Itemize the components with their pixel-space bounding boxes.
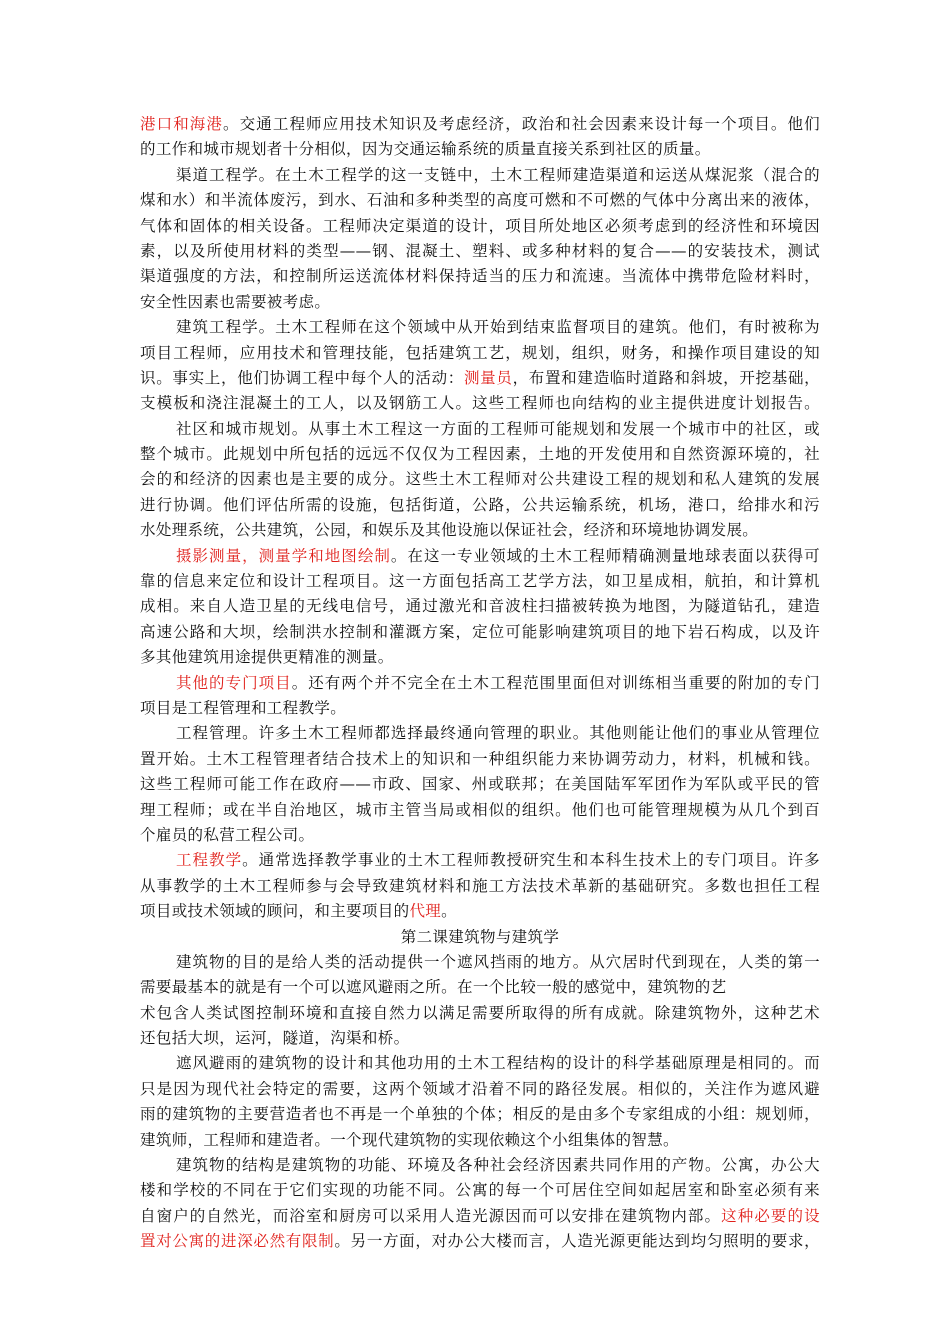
text-line bbox=[140, 188, 820, 213]
text-line bbox=[140, 1204, 820, 1229]
text-span: 素，以及所使用材料的类型——钢、混凝土、塑料、或多种材料的复合——的安装技术，测试 bbox=[140, 241, 820, 260]
text-span: 。另一方面，对办公大楼而言，人造光源更能达到均匀照明的要求， bbox=[334, 1232, 820, 1251]
text-line bbox=[140, 721, 820, 746]
text-line bbox=[140, 239, 820, 264]
text-span: 。通常选择教学事业的土木工程师教授研究生和本科生技术上的专门项目。许多 bbox=[242, 851, 820, 870]
text-line bbox=[140, 264, 820, 289]
text-line bbox=[140, 391, 820, 416]
text-span: 置开始。土木工程管理者结合技术上的知识和一种组织能力来协调劳动力，材料，机械和钱。 bbox=[140, 749, 820, 768]
text-line bbox=[140, 137, 820, 162]
text-line bbox=[140, 518, 820, 543]
text-line bbox=[140, 163, 820, 188]
highlighted-text: 这种必要的设 bbox=[721, 1206, 820, 1225]
text-line bbox=[140, 772, 820, 797]
text-span: 安全性因素也需要被考虑。 bbox=[140, 292, 331, 311]
text-span: 只是因为现代社会特定的需要，这两个领域才沿着不同的路径发展。相似的，关注作为遮风避 bbox=[140, 1079, 820, 1098]
text-line bbox=[140, 1128, 820, 1153]
text-span: 识。事实上，他们协调工程中每个人的活动： bbox=[140, 368, 464, 387]
text-span: 社区和城市规划。从事土木工程这一方面的工程师可能规划和发展一个城市中的社区，或 bbox=[176, 419, 820, 438]
text-line bbox=[140, 366, 820, 391]
text-line bbox=[140, 950, 820, 975]
text-line bbox=[140, 671, 820, 696]
highlighted-text: 工程教学 bbox=[176, 851, 243, 870]
text-span: 建筑工程学。土木工程师在这个领域中从开始到结束监督项目的建筑。他们，有时被称为 bbox=[176, 318, 820, 337]
text-span: 渠道工程学。在土木工程学的这一支链中，土木工程师建造渠道和运送从煤泥浆（混合的 bbox=[176, 165, 820, 184]
text-line bbox=[140, 594, 820, 619]
text-line bbox=[140, 620, 820, 645]
text-line bbox=[140, 823, 820, 848]
text-line bbox=[140, 848, 820, 873]
text-span: 雨的建筑物的主要营造者也不再是一个单独的个体；相反的是由多个专家组成的小组：规划师， bbox=[140, 1105, 820, 1124]
text-span: 需要最基本的就是有一个可以遮风避雨之所。在一个比较一般的感觉中，建筑物的艺 bbox=[140, 978, 727, 997]
text-line bbox=[140, 696, 820, 721]
highlighted-text: 测量员 bbox=[463, 368, 513, 387]
text-line bbox=[140, 1153, 820, 1178]
text-span: 项目是工程管理和工程教学。 bbox=[140, 698, 347, 717]
text-line bbox=[140, 1178, 820, 1203]
text-span: 工程管理。许多土木工程师都选择最终通向管理的职业。其他则能让他们的事业从管理位 bbox=[176, 724, 820, 743]
text-line bbox=[140, 1229, 820, 1254]
text-line bbox=[140, 645, 820, 670]
text-span: 支模板和浇注混凝土的工人，以及钢筋工人。这些工程师也向结构的业主提供进度计划报告。 bbox=[140, 394, 820, 413]
text-span: 。在这一专业领域的土木工程师精确测量地球表面以获得可 bbox=[390, 546, 820, 565]
text-span: 气体和固体的相关设备。工程师决定渠道的设计，项目所处地区必须考虑到的经济性和环境因 bbox=[140, 216, 820, 235]
text-span: 建筑师，工程师和建造者。一个现代建筑物的实现依赖这个小组集体的智慧。 bbox=[140, 1130, 679, 1149]
text-span: 。 bbox=[441, 902, 458, 921]
document-page bbox=[140, 112, 820, 1255]
text-line bbox=[140, 315, 820, 340]
text-span: 自窗户的自然光，而浴室和厨房可以采用人造光源因而可以安排在建筑物内部。 bbox=[140, 1206, 722, 1225]
text-span: 成相。来自人造卫星的无线电信号，通过激光和音波柱扫描被转换为地图，为隧道钻孔，建造 bbox=[140, 597, 820, 616]
text-span: 从事教学的土木工程师参与会导致建筑材料和施工方法技术革新的基础研究。多数也担任工程 bbox=[140, 876, 820, 895]
text-span: 遮风避雨的建筑物的设计和其他功用的土木工程结构的设计的科学基础原理是相同的。而 bbox=[176, 1054, 820, 1073]
text-span: 理工程师；或在半自治地区，城市主管当局或相似的组织。他们也可能管理规模为从几个到百 bbox=[140, 800, 820, 819]
text-line bbox=[140, 112, 820, 137]
text-line bbox=[140, 747, 820, 772]
text-line bbox=[140, 214, 820, 239]
text-span: 建筑物的目的是给人类的活动提供一个遮风挡雨的地方。从穴居时代到现在，人类的第一 bbox=[176, 952, 820, 971]
text-line bbox=[140, 874, 820, 899]
highlighted-text: 代理 bbox=[409, 902, 442, 921]
text-line bbox=[140, 1051, 820, 1076]
text-line bbox=[140, 290, 820, 315]
text-line bbox=[140, 899, 820, 924]
text-span: 。还有两个并不完全在土木工程范围里面但对训练相当重要的附加的专门 bbox=[291, 673, 821, 692]
text-span: 还包括大坝，运河，隧道，沟渠和桥。 bbox=[140, 1029, 410, 1048]
text-line bbox=[140, 975, 820, 1000]
text-line bbox=[140, 493, 820, 518]
highlighted-text: 其他的专门项目 bbox=[176, 673, 292, 692]
text-span: 第二课建筑物与建筑学 bbox=[400, 927, 560, 946]
text-line bbox=[140, 798, 820, 823]
text-span: 楼和学校的不同在于它们实现的功能不同。公寓的每一个可居住空间如起居室和卧室必须有来 bbox=[140, 1181, 820, 1200]
text-span: 会的和经济的因素也是主要的成分。这些土木工程师对公共建设工程的规划和私人建筑的发展 bbox=[140, 470, 820, 489]
text-line bbox=[140, 467, 820, 492]
text-span: 这些工程师可能工作在政府——市政、国家、州或联邦；在美国陆军军团作为军队或平民的管 bbox=[140, 775, 820, 794]
highlighted-text: 港口和海港 bbox=[140, 115, 224, 133]
highlighted-text: 摄影测量，测量学和地图绘制 bbox=[176, 546, 391, 565]
text-span: ，布置和建造临时道路和斜坡，开挖基础， bbox=[512, 368, 820, 387]
text-span: 的工作和城市规划者十分相似，因为交通运输系统的质量直接关系到社区的质量。 bbox=[140, 140, 711, 159]
text-line bbox=[140, 1001, 820, 1026]
text-span: 。交通工程师应用技术知识及考虑经济，政治和社会因素来设计每一个项目。他们 bbox=[223, 115, 820, 133]
text-span: 煤和水）和半流体废污，到水、石油和多种类型的高度可燃和不可燃的气体中分离出来的液体， bbox=[140, 191, 820, 210]
text-span: 靠的信息来定位和设计工程项目。这一方面包括高工艺学方法，如卫星成相，航拍，和计算机 bbox=[140, 572, 820, 591]
text-span: 建筑物的结构是建筑物的功能、环境及各种社会经济因素共同作用的产物。公寓，办公大 bbox=[176, 1156, 820, 1175]
highlighted-text: 置对公寓的进深必然有限制 bbox=[140, 1232, 335, 1251]
text-line bbox=[140, 442, 820, 467]
text-span: 项目或技术领域的顾问，和主要项目的 bbox=[140, 902, 410, 921]
text-span: 术包含人类试图控制环境和直接自然力以满足需要所取得的所有成就。除建筑物外，这种艺术 bbox=[140, 1003, 820, 1022]
text-span: 个雇员的私营工程公司。 bbox=[140, 825, 315, 844]
text-span: 多其他建筑用途提供更精准的测量。 bbox=[140, 648, 394, 667]
text-span: 水处理系统，公共建筑，公园，和娱乐及其他设施以保证社会，经济和环境地协调发展。 bbox=[140, 521, 759, 540]
text-span: 进行协调。他们评估所需的设施，包括街道，公路，公共运输系统，机场，港口，给排水和污 bbox=[140, 495, 820, 514]
text-line bbox=[140, 1102, 820, 1127]
text-span: 项目工程师，应用技术和管理技能，包括建筑工艺，规划，组织，财务，和操作项目建设的知 bbox=[140, 343, 820, 362]
text-line bbox=[140, 1026, 820, 1051]
text-line bbox=[140, 544, 820, 569]
text-line bbox=[140, 341, 820, 366]
text-span: 高速公路和大坝，绘制洪水控制和灌溉方案，定位可能影响建筑项目的地下岩石构成，以及许 bbox=[140, 622, 820, 641]
text-line bbox=[140, 417, 820, 442]
text-span: 渠道强度的方法，和控制所运送流体材料保持适当的压力和流速。当流体中携带危险材料时， bbox=[140, 267, 820, 286]
text-span: 整个城市。此规划中所包括的远远不仅仅为工程因素，土地的开发使用和自然资源环境的，社 bbox=[140, 445, 820, 464]
text-line bbox=[140, 569, 820, 594]
text-line bbox=[140, 1077, 820, 1102]
section-title bbox=[140, 925, 820, 950]
